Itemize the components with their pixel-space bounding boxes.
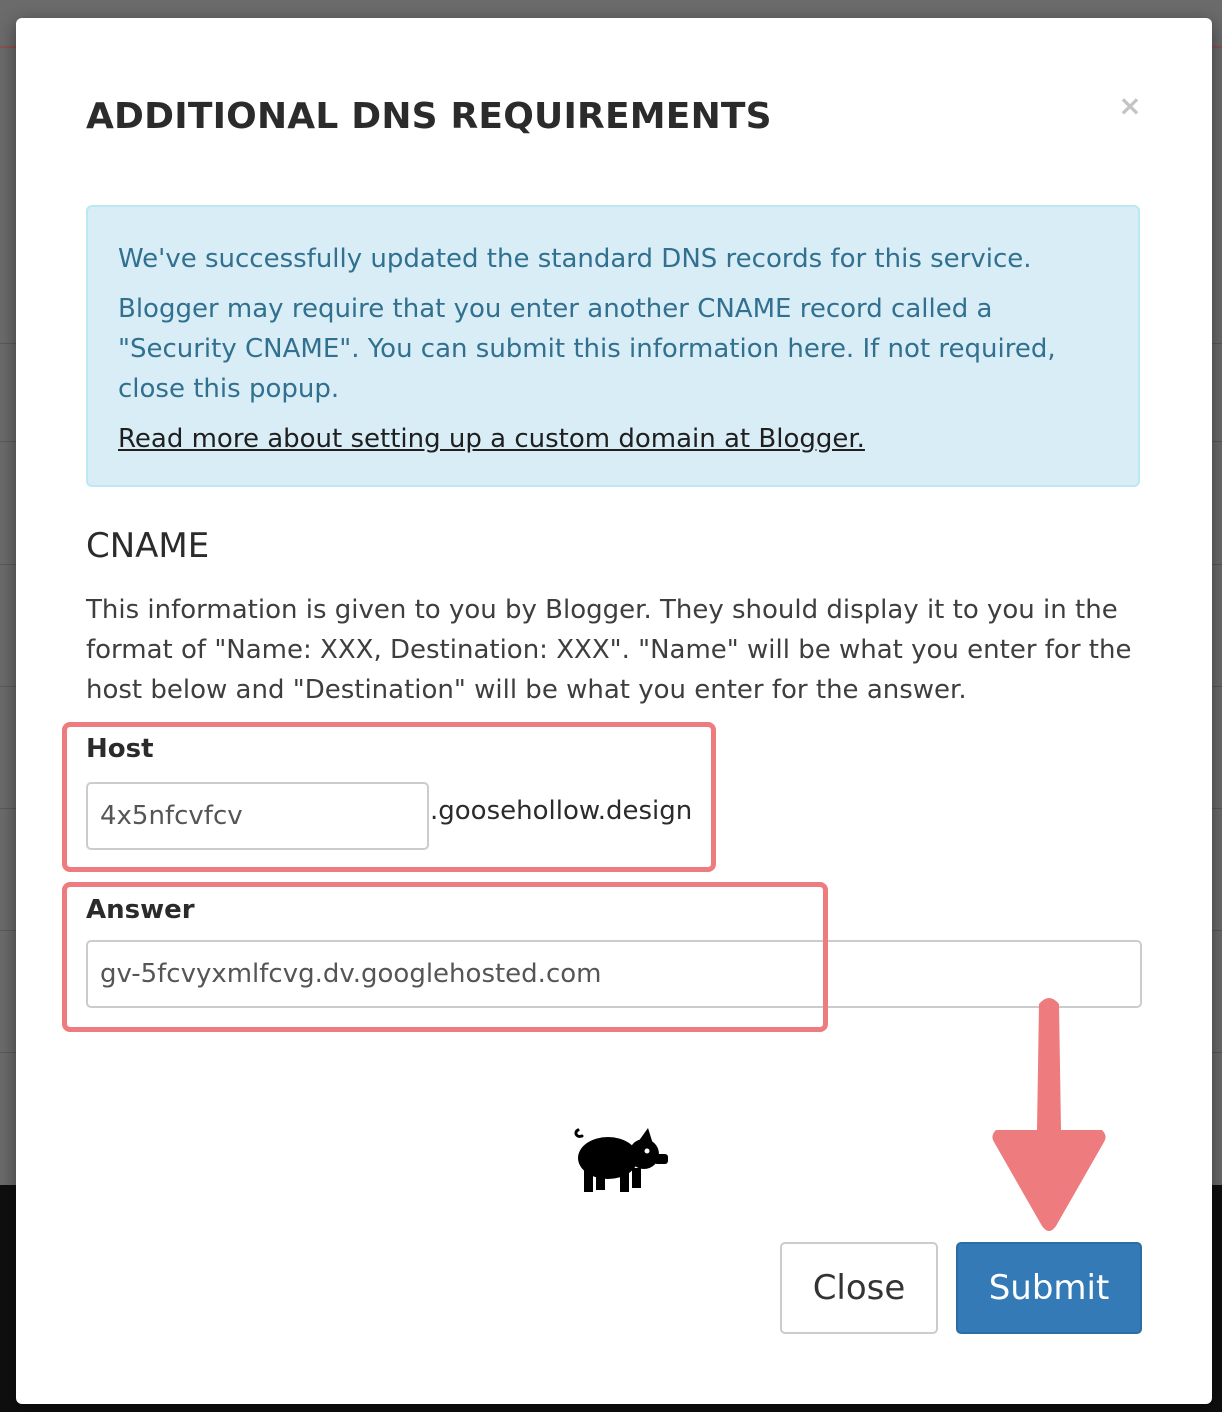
cname-help-text: This information is given to you by Blogger. They should display it to you in the format of "Name: XXX, Destination: XXX". "Name" will be what you enter for the host below and "Destination" will be what you enter for the answer.: [86, 595, 1132, 705]
submit-button[interactable]: Submit: [956, 1242, 1142, 1334]
close-button[interactable]: Close: [780, 1242, 938, 1334]
close-icon[interactable]: ×: [1118, 89, 1142, 122]
answer-input[interactable]: [86, 940, 1142, 1008]
alert-success-text: We've successfully updated the standard DNS records for this service.: [118, 244, 1032, 274]
host-label: Host: [86, 734, 154, 764]
answer-label: Answer: [86, 895, 195, 925]
info-alert: [86, 205, 1140, 487]
modal-title: ADDITIONAL DNS REQUIREMENTS: [86, 96, 772, 137]
alert-security-cname-text: Blogger may require that you enter another CNAME record called a "Security CNAME". You can submit this information here. If not required, close this popup.: [118, 294, 1056, 404]
host-input[interactable]: [86, 782, 429, 850]
dns-requirements-modal: [16, 18, 1212, 1404]
pig-icon: [572, 1124, 672, 1200]
host-domain-suffix: .goosehollow.design: [430, 796, 693, 826]
arrow-down-icon: [988, 990, 1110, 1240]
blogger-help-link[interactable]: Read more about setting up a custom domain at Blogger.: [118, 424, 865, 454]
cname-section-title: CNAME: [86, 526, 210, 566]
